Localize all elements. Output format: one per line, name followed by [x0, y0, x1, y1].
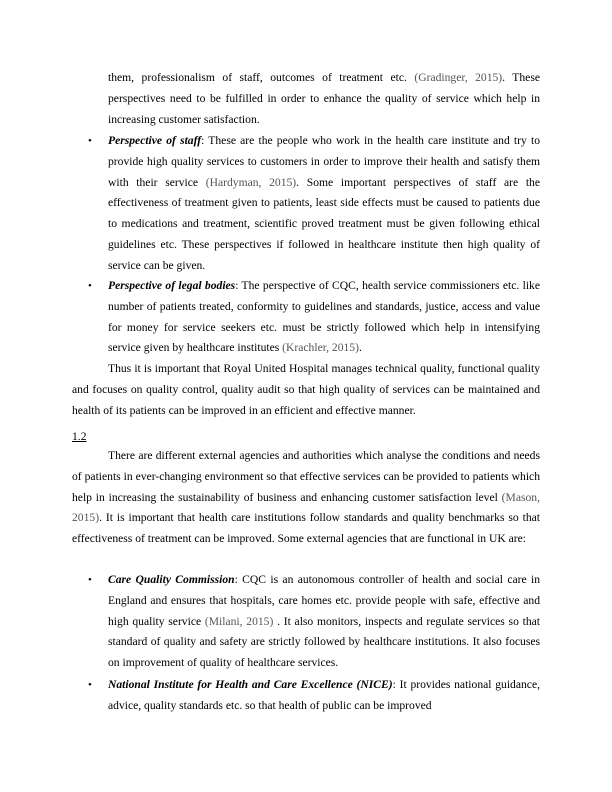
bullet-label: Perspective of legal bodies — [108, 279, 236, 292]
bullet-dot-icon: • — [88, 280, 92, 292]
bullet-citation: (Milani, 2015) — [204, 614, 274, 628]
intro-text-before: them, professionalism of staff, outcomes of treatment etc. — [108, 71, 415, 84]
bullet-text: : The perspective of CQC, health service commissioners etc. like number of patients treated, conformity to guidelines and standards, justice, access and value for money for service seekers etc. must be strictly followed which help in intensifying service given by healthcare institutes — [108, 279, 540, 355]
bullet-care-quality-commission — [88, 570, 540, 674]
bullet-dot-icon: • — [88, 679, 92, 691]
bullet-dot-icon: • — [88, 574, 92, 586]
bullet-text-after: . — [358, 341, 362, 355]
bullet-label: Perspective of staff — [108, 134, 202, 147]
paragraph-external-agencies — [72, 446, 540, 550]
bullet-text-after: . Some important perspectives of staff are the effectiveness of treatment given to patients, least side effects must be caused to patients due to medications and treatment, scientific proved treatment must be given following ethical guidelines etc. These perspectives if followed in healthcare institute then high quality of service can be given. — [108, 175, 541, 272]
intro-text-after: . These perspectives need to be fulfilled in order to enhance the quality of service which help in increasing customer satisfaction. — [108, 71, 540, 126]
bullet-label: National Institute for Health and Care Excellence (NICE) — [108, 678, 393, 691]
bullet-text: : It provides national guidance, advice, quality standards etc. so that health of public can be improved — [108, 678, 540, 712]
section-heading: 1.2 — [72, 430, 87, 443]
bullet-citation: (Krachler, 2015) — [282, 341, 359, 355]
paragraph-text-after: . It is important that health care institutions follow standards and quality benchmarks so that effectiveness of treatment can be improved. Some external agencies that are functional in UK are: — [72, 511, 540, 546]
bullet-text: : These are the people who work in the health care institute and try to provide high quality services to customers in order to improve their health and satisfy them with their service — [108, 134, 540, 189]
bullet-citation: (Hardyman, 2015) — [205, 175, 297, 189]
bullet-text-after: . It also monitors, inspects and regulate services so that standard of quality and safety are strictly followed by healthcare institutions. It also focuses on improvement of quality of healthcare services. — [108, 614, 540, 670]
paragraph-text: There are different external agencies and authorities which analyse the conditions and needs of patients in ever-changing environment so that effective services can be provided to patients which help in increasing the sustainability of business and enhancing customer satisfaction level — [72, 449, 540, 504]
bullet-nice — [88, 675, 540, 717]
bullet-text: : CQC is an autonomous controller of health and social care in England and ensures that hospitals, care homes etc. provide people with safe, effective and high quality service — [108, 573, 540, 628]
paragraph-citation: (Mason, 2015) — [72, 490, 540, 525]
intro-continuation — [108, 68, 540, 130]
paragraph-quality-control: Thus it is important that Royal United Hospital manages technical quality, functional quality and focuses on quality control, quality audit so that high quality of services can be maintained and health of its patients can be improved in an efficient and effective manner. — [72, 362, 540, 417]
intro-citation: (Gradinger, 2015) — [414, 71, 503, 84]
bullet-dot-icon: • — [88, 135, 92, 147]
bullet-perspective-of-legal-bodies — [88, 276, 540, 359]
bullet-label: Care Quality Commission — [108, 573, 235, 586]
bullet-perspective-of-staff — [88, 131, 541, 277]
